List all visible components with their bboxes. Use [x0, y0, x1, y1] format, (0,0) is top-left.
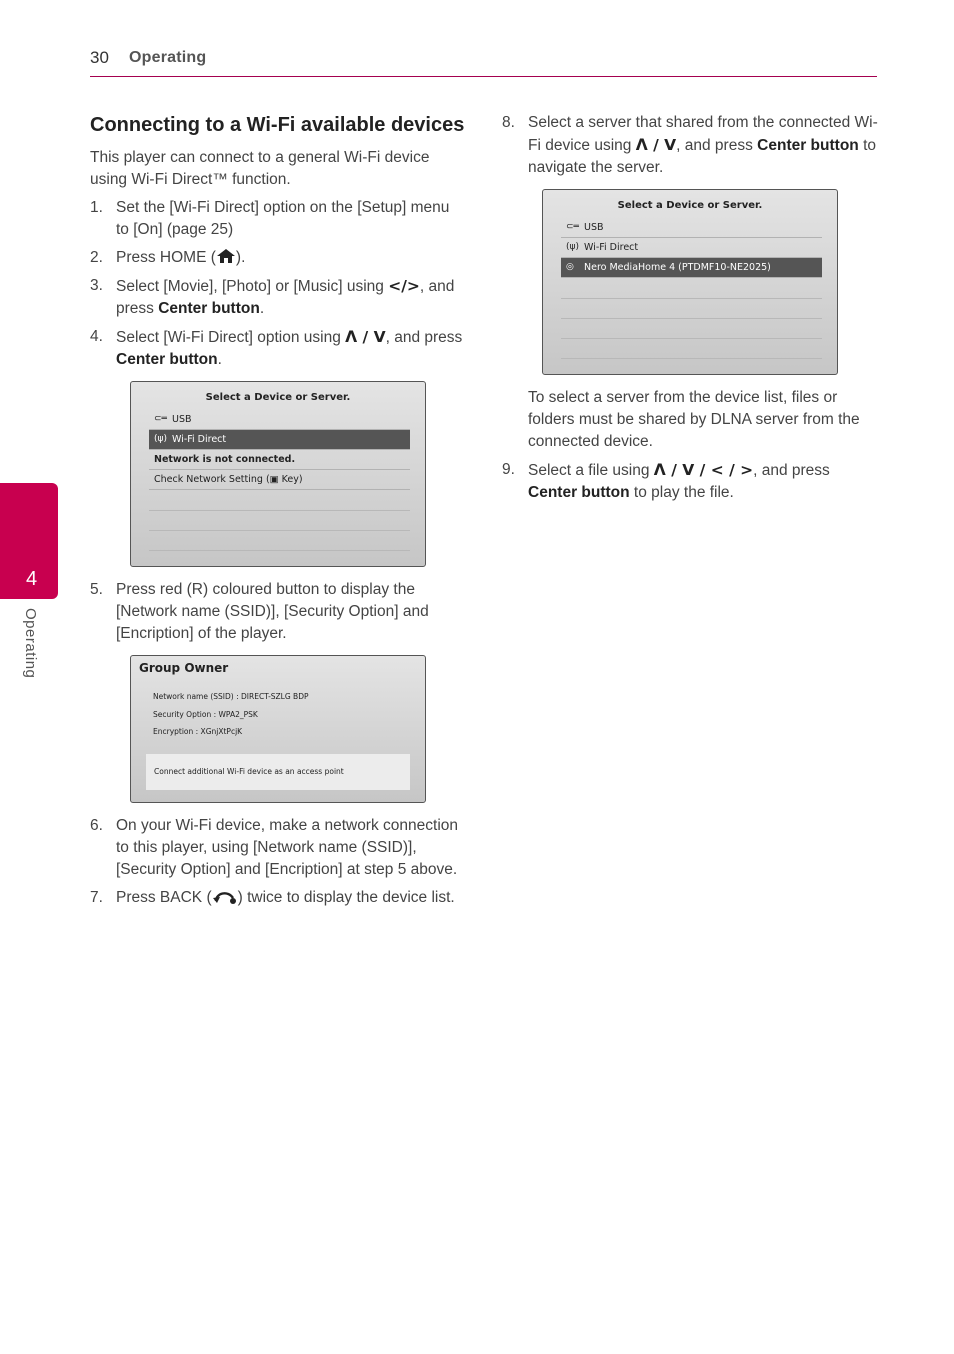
- step-number: 6.: [90, 817, 103, 834]
- step-number: 1.: [90, 199, 103, 216]
- step-8: [502, 112, 882, 179]
- step-number: 9.: [502, 461, 515, 478]
- center-button-label: Center button: [528, 484, 630, 501]
- connect-additional-button[interactable]: Connect additional Wi-Fi device as an access point: [146, 754, 410, 790]
- menu-item-status: [149, 450, 410, 470]
- step-text: Press red (R) coloured button to display the [Network name (SSID)], [Security Option] and [Encription] of the player.: [116, 581, 429, 642]
- group-owner-screen: [130, 655, 426, 803]
- step-text: Select [Wi-Fi Direct] option using: [116, 329, 346, 346]
- step-text: Set the [Wi-Fi Direct] option on the [Setup] menu to [On] (page 25): [116, 199, 450, 238]
- center-button-label: Center button: [757, 137, 859, 154]
- step-text: On your Wi-Fi device, make a network connection to this player, using [Network name (SSID)], [Security Option] and [Encription] at step 5 above.: [116, 817, 458, 878]
- step-7: [90, 887, 465, 909]
- step-number: 7.: [90, 889, 103, 906]
- step-number: 5.: [90, 581, 103, 598]
- up-down-arrows-icon: Λ / V: [635, 136, 677, 154]
- step-6: [90, 815, 465, 881]
- intro-paragraph: This player can connect to a general Wi-Fi device using Wi-Fi Direct™ function.: [90, 149, 430, 188]
- menu-item-wifi-direct[interactable]: [149, 430, 410, 450]
- step-text: Select a server that shared from the connected Wi-Fi device using: [528, 114, 878, 154]
- screen-title: Select a Device or Server.: [205, 392, 351, 403]
- device-list-screen: [130, 381, 426, 567]
- step-text: Select a file using: [528, 462, 654, 479]
- step-1: [90, 197, 465, 241]
- step-3: [90, 275, 465, 320]
- step-4: [90, 326, 465, 371]
- right-column: [502, 112, 882, 510]
- left-column: [90, 112, 465, 915]
- step-text: ) twice to display the device list.: [237, 889, 455, 906]
- step-text: , and press: [385, 329, 463, 346]
- direction-arrows-icon: Λ / V / < / >: [653, 461, 754, 479]
- wifi-direct-icon: (ψ): [566, 242, 579, 252]
- wifi-direct-icon: (ψ): [154, 434, 167, 444]
- step-5: [90, 579, 465, 645]
- menu-item-nero-server[interactable]: [561, 258, 822, 278]
- menu-item-usb[interactable]: [149, 410, 410, 430]
- menu-item-check-network[interactable]: [149, 470, 410, 490]
- center-button-label: Center button: [158, 300, 260, 317]
- encryption-line: Encryption : XGnjXtPcjK: [153, 727, 243, 736]
- chapter-number: 4: [26, 568, 38, 590]
- home-icon: [216, 248, 236, 264]
- step-text: , and press: [676, 137, 758, 154]
- chapter-label: Operating: [22, 608, 39, 679]
- step-text: , and press: [753, 462, 830, 479]
- ssid-line: Network name (SSID) : DIRECT-SZLG BDP: [153, 692, 309, 701]
- step-text: ).: [235, 249, 246, 266]
- menu-item-label: Check Network Setting (▣ Key): [154, 474, 303, 485]
- server-note: To select a server from the device list, files or folders must be shared by DLNA server from the connected device.: [528, 389, 860, 450]
- step-text: to play the file.: [629, 484, 734, 501]
- usb-icon: ⊂═: [566, 222, 579, 232]
- menu-item-label: Wi-Fi Direct: [584, 242, 639, 253]
- security-line: Security Option : WPA2_PSK: [153, 710, 258, 719]
- step-2: [90, 247, 465, 269]
- section-heading: Connecting to a Wi-Fi available devices: [90, 114, 465, 136]
- section-title: Operating: [129, 49, 207, 66]
- up-down-arrows-icon: Λ / V: [345, 328, 386, 346]
- step-text: Press HOME (: [116, 249, 216, 266]
- usb-icon: ⊂═: [154, 414, 167, 424]
- menu-item-label: Nero MediaHome 4 (PTDMF10-NE2025): [584, 262, 771, 273]
- page-number: 30: [90, 48, 109, 67]
- step-text: .: [259, 300, 265, 317]
- step-text: to navigate the server.: [528, 137, 876, 176]
- menu-item-label: Network is not connected.: [154, 454, 296, 465]
- step-text: , and press: [116, 278, 455, 317]
- page-header: [90, 48, 877, 77]
- step-number: 3.: [90, 277, 103, 294]
- center-button-label: Center button: [116, 351, 218, 368]
- back-icon: [212, 889, 238, 905]
- menu-item-usb[interactable]: [561, 218, 822, 238]
- step-number: 2.: [90, 249, 103, 266]
- menu-item-wifi-direct[interactable]: [561, 238, 822, 258]
- screen-title: Group Owner: [139, 661, 229, 675]
- server-list-screen: [542, 189, 838, 375]
- menu-item-label: USB: [584, 222, 604, 233]
- step-text: Select [Movie], [Photo] or [Music] using: [116, 278, 389, 295]
- step-9: [502, 459, 882, 504]
- screen-title: Select a Device or Server.: [617, 200, 763, 211]
- step-text: Press BACK (: [116, 889, 212, 906]
- step-number: 8.: [502, 114, 515, 131]
- step-text: .: [217, 351, 222, 368]
- menu-item-label: USB: [172, 414, 192, 425]
- server-icon: ◎: [566, 262, 574, 272]
- step-number: 4.: [90, 328, 103, 345]
- left-right-arrows-icon: </>: [388, 277, 420, 295]
- menu-item-label: Wi-Fi Direct: [172, 434, 227, 445]
